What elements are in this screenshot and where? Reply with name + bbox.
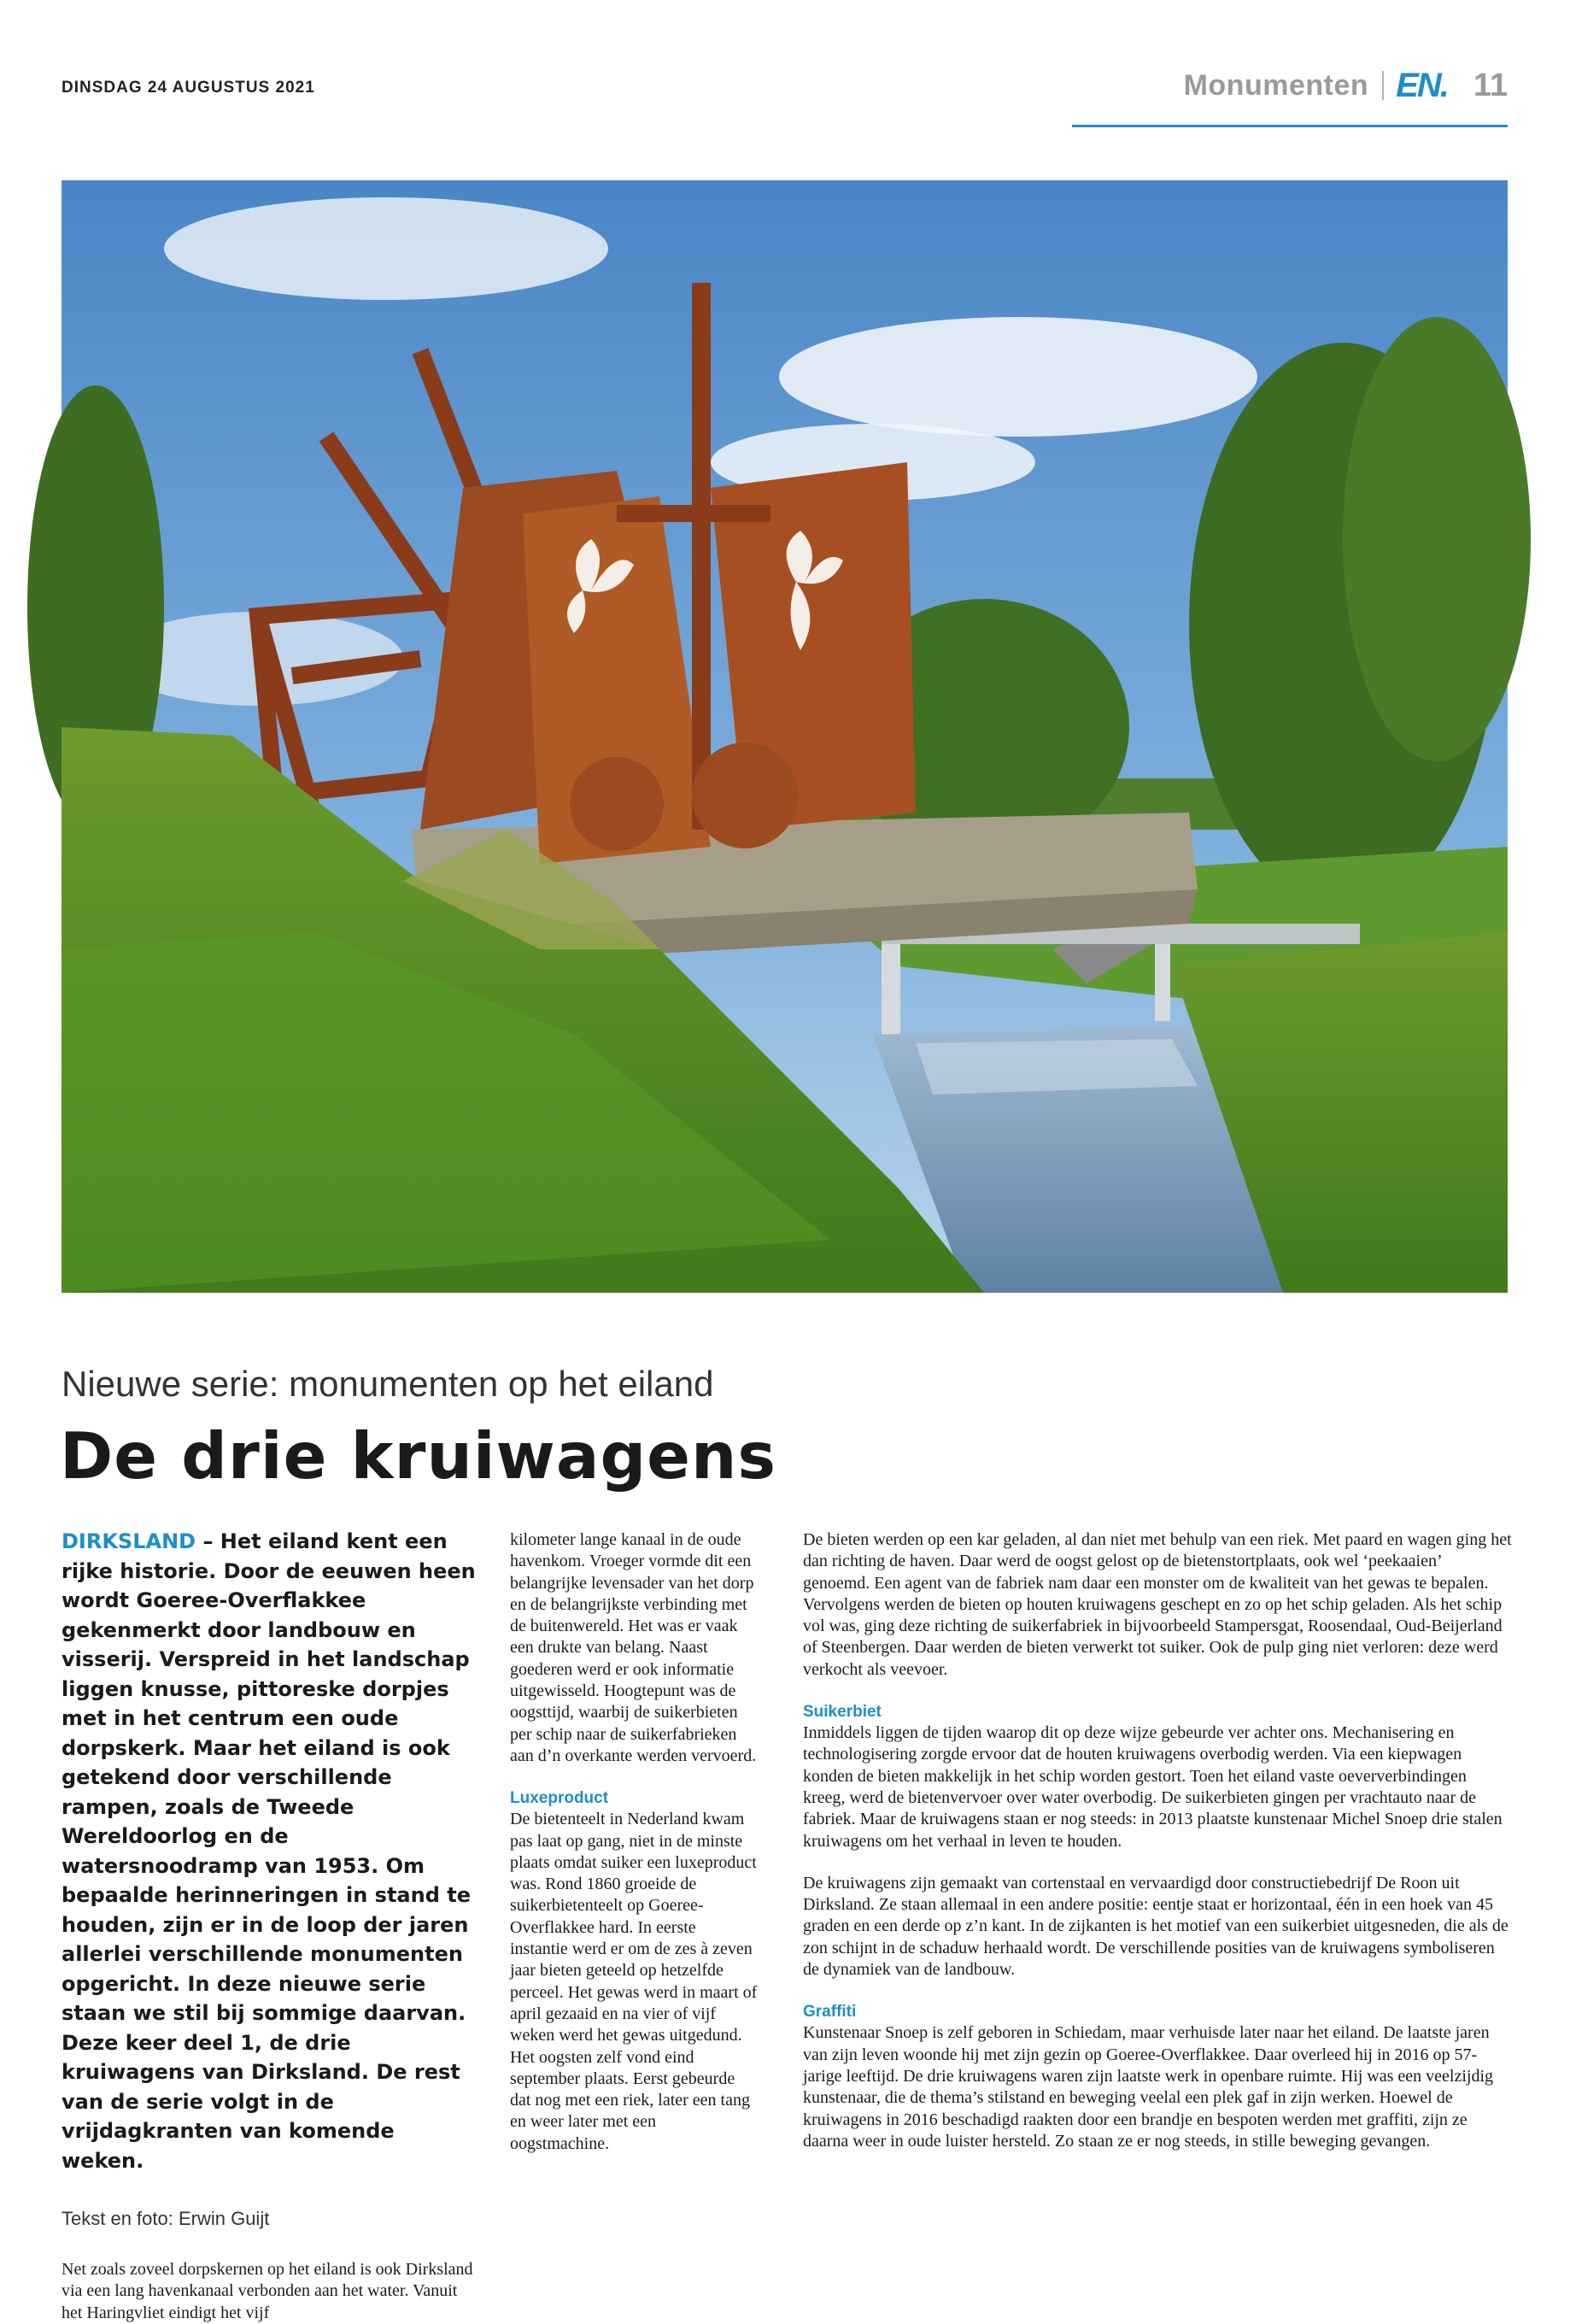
photo-credit: Tekst en foto: Erwin Guijt (62, 2208, 270, 2229)
article-lead (62, 1527, 480, 2175)
page-header (1184, 63, 1508, 108)
body-paragraph: De bietenteelt in Nederland kwam pas laat op gang, niet in de minste plaats omdat suiker een luxeproduct was. Rond 1860 groeide de suikerbietenteelt op Goeree-Overflakkee hard. In eerste instantie werd er om de zes à zeven jaar bieten geteeld op hetzelfde perceel. Het gewas werd in maart of april gezaaid en na vier of vijf weken werd het gewas uitgedund. Het oogsten zelf vond eind september plaats. Eerst gebeurde dat nog met een riek, later een tang en weer later met een oogstmachine. (510, 1810, 758, 2153)
body-paragraph: De kruiwagens zijn gemaakt van cortenstaal en vervaardigd door constructiebedrijf De Roon uit Dirksland. Ze staan allemaal in een andere positie: eentje staat er horizontaal, één in een hoek van 45 graden en een derde op z’n kant. In de zijkanten is het motief van een suikerbiet uitgesneden, die als de zon schijnt in de schaduw herhaald wordt. De verschillende posities van de kruiwagens symboliseren de dynamiek van de landbouw. (803, 1873, 1509, 1980)
sculpture-photo-illustration (62, 180, 1508, 1293)
article-column-3 (803, 1529, 1512, 2152)
header-divider (1382, 71, 1384, 100)
page-number: 11 (1473, 67, 1508, 103)
article-column-1 (62, 1527, 480, 2324)
issue-date: DINSDAG 24 AUGUSTUS 2021 (62, 79, 315, 97)
body-paragraph: Net zoals zoveel dorpskernen op het eiland is ook Dirksland via een lang havenkanaal verbonden aan het water. Vanuit het Haringvliet eindigt het vijf (62, 2260, 473, 2322)
dateline: DIRKSLAND (62, 1529, 196, 1553)
subheading: Luxeproduct (510, 1789, 609, 1808)
subheading: Suikerbiet (803, 1703, 882, 1722)
header-rule (1072, 125, 1508, 127)
body-paragraph: kilometer lange kanaal in de oude havenkom. Vroeger vormde dit een belangrijke levensader van het dorp en de belangrijkste verbinding met de buitenwereld. Het was er vaak een drukte van belang. Naast goederen werd er ook informatie uitgewisseld. Hoogtepunt was de oogsttijd, waarbij de suikerbieten per schip naar de suikerfabrieken aan d’n overkante werden vervoerd. (510, 1530, 757, 1765)
body-paragraph: Kunstenaar Snoep is zelf geboren in Schiedam, maar verhuisde later naar het eiland. De laatste jaren van zijn leven woonde hij met zijn gezin op Goeree-Overflakkee. Daar overleed hij in 2016 op 57-jarige leeftijd. De drie kruiwagens waren zijn laatste werk in openbare ruimte. Hij was een veelzijdig kunstenaar, die de thema’s stilstand en beweging veelal een plek gaf in zijn werken. Hoewel de kruiwagens in 2016 beschadigd raakten door een brandje en bespoten werden met graffiti, zijn ze daarna weer in oude luister hersteld. Zo staan ze er nog steeds, in stille beweging gevangen. (803, 2023, 1494, 2151)
article-photo (62, 180, 1508, 1293)
subheading: Graffiti (803, 2003, 857, 2022)
article-headline: De drie kruiwagens (60, 1418, 777, 1494)
newspaper-logo: EN. (1396, 66, 1448, 104)
body-paragraph: Inmiddels liggen de tijden waarop dit op deze wijze gebeurde ver achter ons. Mechanisering en technologisering zorgde ervoor dat de houten kruiwagens overbodig werden. Via een kiepwagen konden de bieten makkelijk in het schip worden gestort. Toen het eiland vaste oeververbindingen kreeg, werd de bietenvervoer over water overbodig. De suikerbieten gingen per vrachtauto naar de fabriek. Maar de kruiwagens staan er nog steeds: in 2013 plaatste kunstenaar Michel Snoep drie stalen kruiwagens om het verhaal in leven te houden. (803, 1723, 1503, 1851)
body-paragraph: De bieten werden op een kar geladen, al dan niet met behulp van een riek. Met paard en wagen ging het dan richting de haven. Daar werd de oogst gelost op de bietenstortplaats, ook wel ‘peekaaien’ genoemd. Een agent van de fabriek nam daar een monster om de kwaliteit van het gewas te bepalen. Vervolgens werden de bieten op houten kruiwagens geschept en zo op het schip geladen. Als het schip vol was, ging deze richting de suikerfabriek in bijvoorbeeld Stampersgat, Roosendaal, Oud-Beijerland of Steenbergen. Daar werden de bieten verwerkt tot suiker. Ook de pulp ging niet verloren: deze werd verkocht als veevoer. (803, 1530, 1512, 1679)
lead-text: – Het eiland kent een rijke historie. Door de eeuwen heen wordt Goeree-Overflakkee gekenmerkt door landbouw en visserij. Verspreid in het landschap liggen knusse, pittoreske dorpjes met in het centrum een oude dorpskerk. Maar het eiland is ook getekend door verschillende rampen, zoals de Tweede Wereldoorlog en de watersnoodramp van 1953. Om bepaalde herinneringen in stand te houden, zijn er in de loop der jaren allerlei verschillende monumenten opgericht. In deze nieuwe serie staan we stil bij sommige daarvan. Deze keer deel 1, de drie kruiwagens van Dirksland. De rest van de serie volgt in de vrijdagkranten van komende weken. (62, 1529, 476, 2173)
section-name: Monumenten (1183, 68, 1369, 102)
article-column-2 (510, 1529, 758, 2155)
paragraph-gap (803, 1852, 1512, 1873)
article-kicker: Nieuwe serie: monumenten op het eiland (62, 1364, 714, 1404)
